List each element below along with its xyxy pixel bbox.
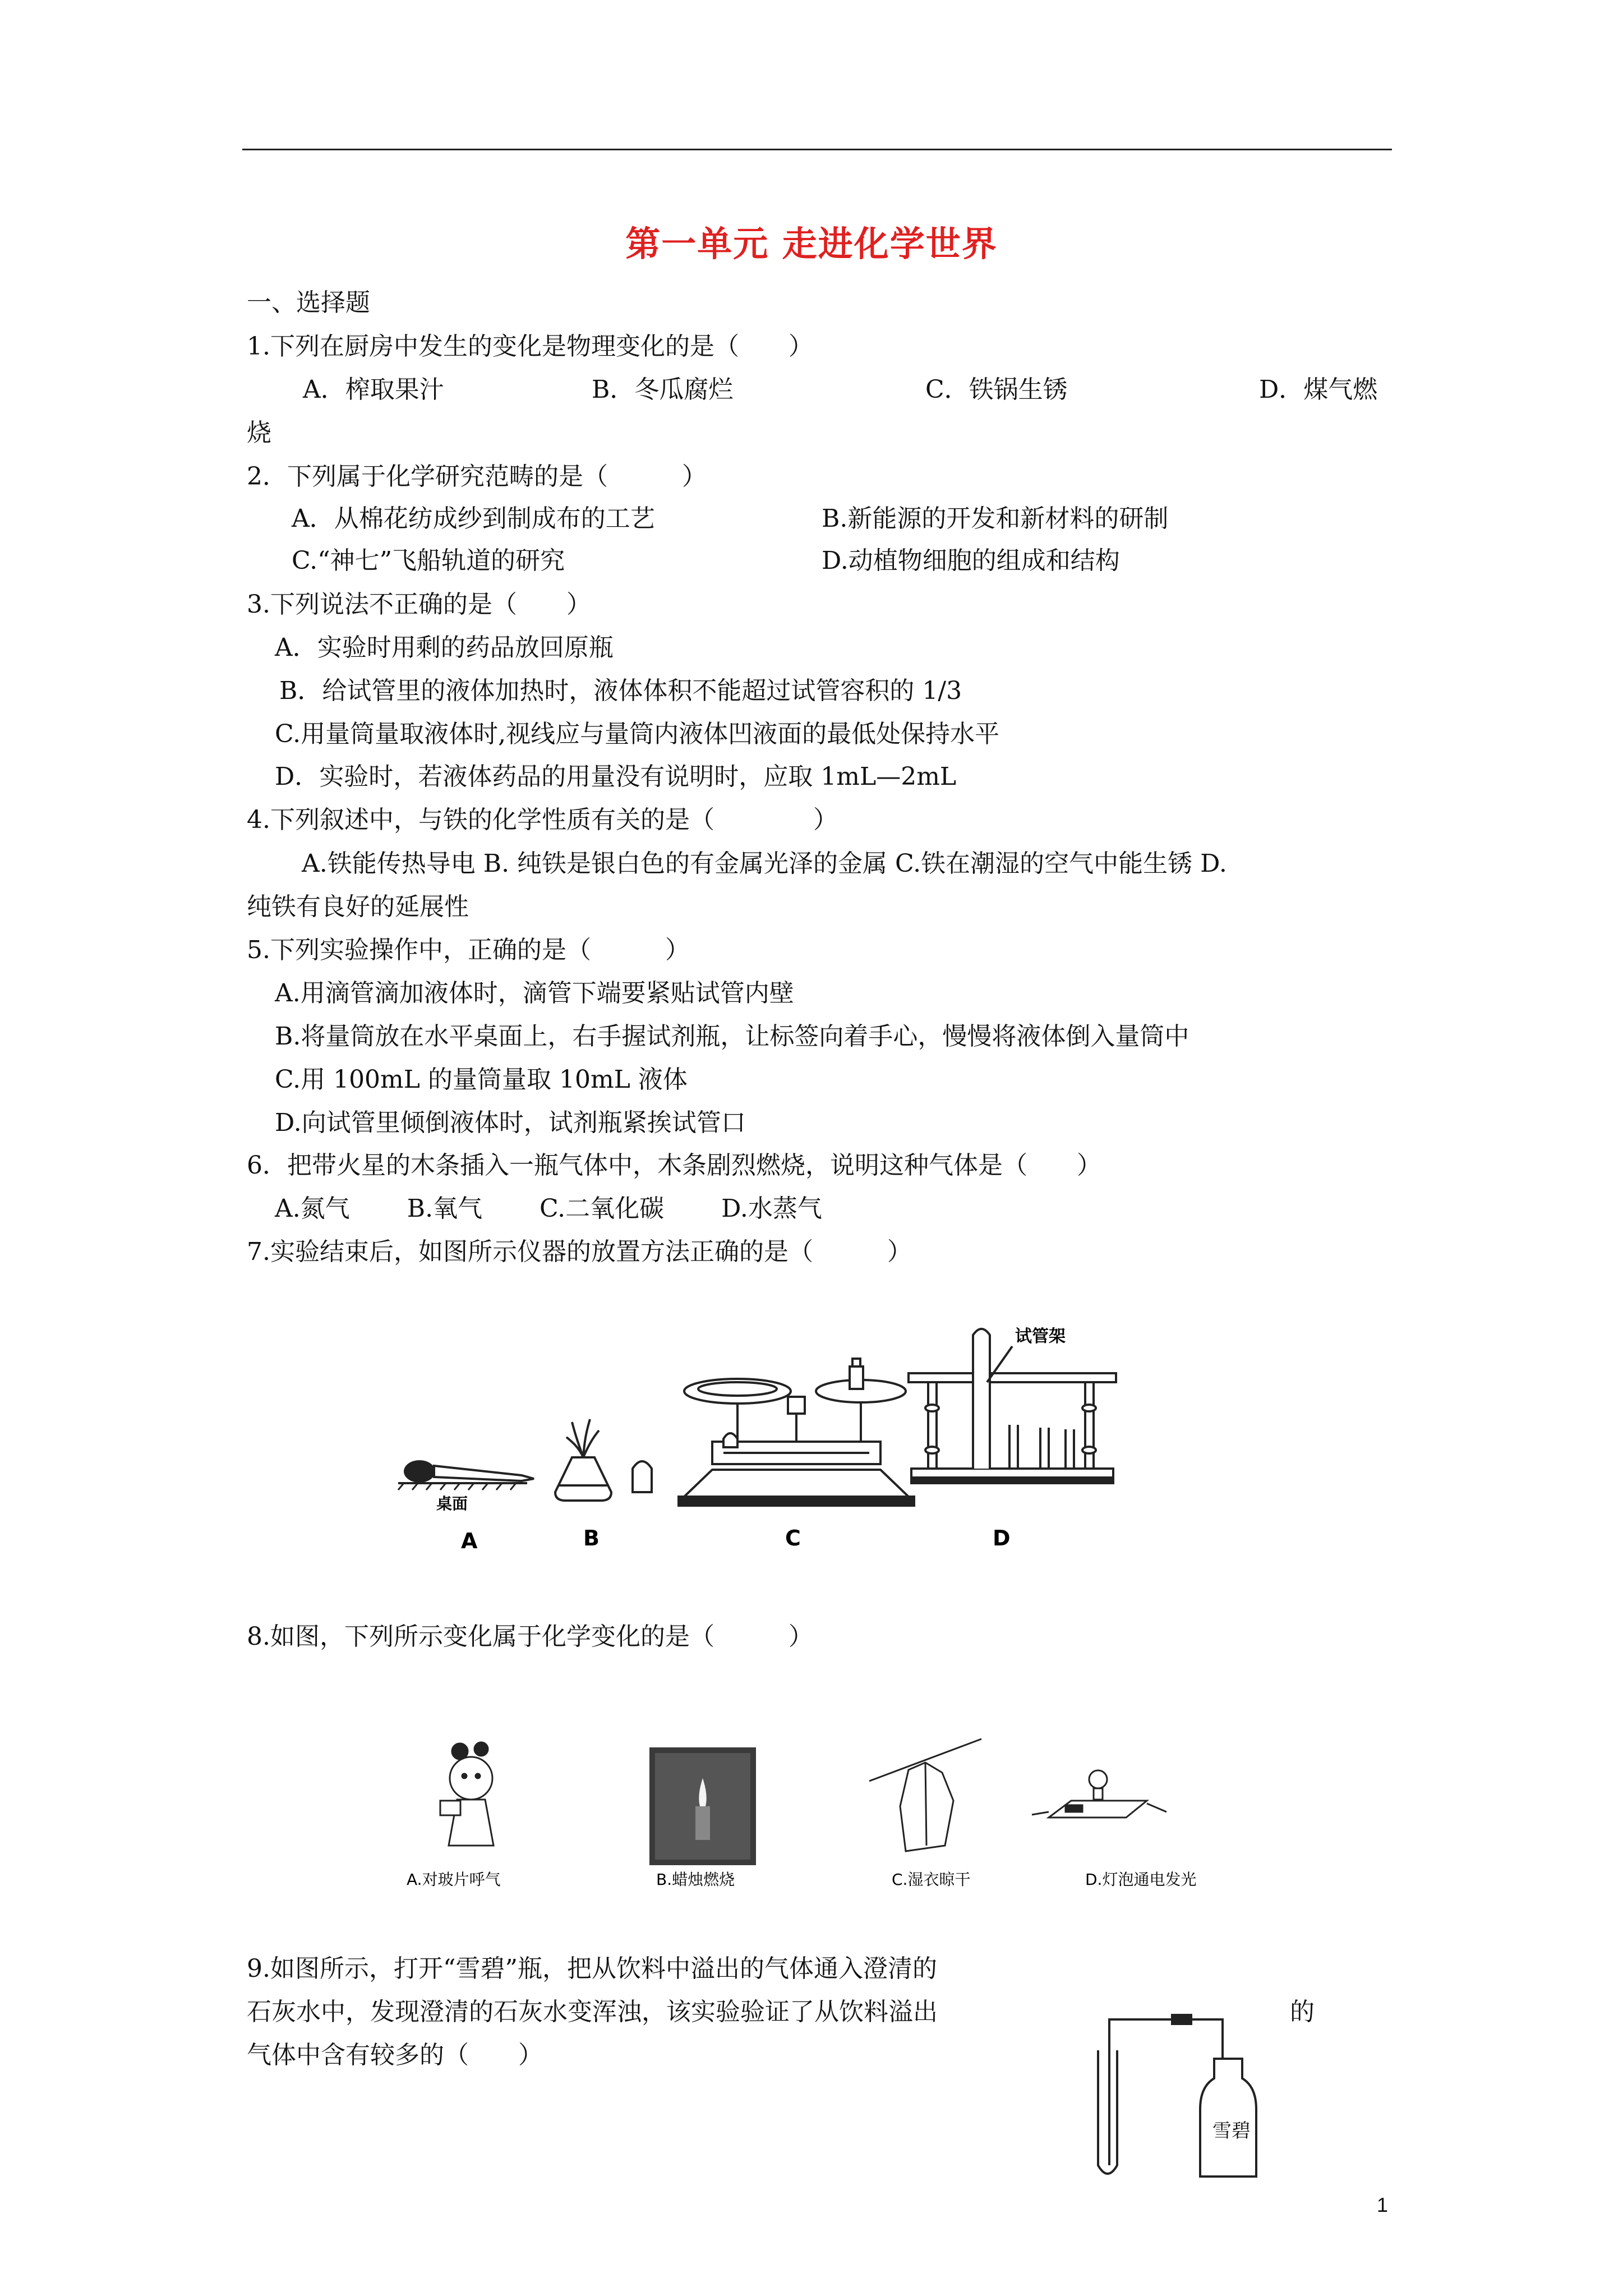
q4-options-line1: A.铁能传热导电 B. 纯铁是银白色的有金属光泽的金属 C.铁在潮湿的空气中能生锈 D. [302,849,1227,878]
q8-fig-d-bulb [1032,1770,1166,1818]
q7-fig-c-balance [679,1359,914,1506]
q9-line2: 石灰水中，发现澄清的石灰水变浑浊，该实验验证了从饮料溢出 [247,1998,938,2026]
q3-option-a: A．实验时用剩的药品放回原瓶 [275,633,614,662]
page-title: 第一单元 走进化学世界 [625,223,998,264]
q2-option-b: B.新能源的开发和新材料的研制 [822,504,1169,533]
q1-option-d: D．煤气燃 [1259,375,1378,404]
q1-option-c: C．铁锅生锈 [925,375,1068,404]
q8-figure [387,1717,1262,1902]
q6-options: A.氮气 B.氧气 C.二氧化碳 D.水蒸气 [275,1194,822,1223]
q2-option-d: D.动植物细胞的组成和结构 [822,546,1120,575]
q9-line3: 气体中含有较多的（ ） [247,2041,543,2069]
q7-desk-label: 桌面 [436,1494,468,1513]
q9-test-tube [1098,2050,1117,2174]
q3-option-b: B．给试管里的液体加热时，液体体积不能超过试管容积的 1/3 [279,677,962,705]
q2-stem: 2．下列属于化学研究范畴的是（ ） [247,462,707,491]
q1-option-b: B．冬瓜腐烂 [592,375,734,404]
q3-stem: 3.下列说法不正确的是（ ） [247,590,591,619]
q4-options-line2: 纯铁有良好的延展性 [247,892,469,921]
section-heading: 一、选择题 [247,288,370,317]
q7-fig-a-dropper [398,1460,534,1490]
q8-stem: 8.如图，下列所示变化属于化学变化的是（ ） [247,1622,813,1651]
q9-bottle-label: 雪碧 [1212,2120,1251,2142]
q7-label-b: B [583,1526,600,1550]
q1-option-a: A．榨取果汁 [303,375,444,404]
q7-label-d: D [993,1526,1011,1550]
q2-option-a: A．从棉花纺成纱到制成布的工艺 [292,504,655,533]
q3-option-d: D．实验时，若液体药品的用量没有说明时，应取 1mL—2mL [275,762,957,791]
q8-caption-a: A.对玻片呼气 [407,1870,501,1889]
q9-figure [1088,1997,1273,2188]
q8-caption-d: D.灯泡通电发光 [1085,1870,1197,1889]
q5-stem: 5.下列实验操作中，正确的是（ ） [247,936,690,964]
q7-label-a: A [461,1529,478,1553]
q8-fig-a-breathing [440,1742,494,1846]
q1-stem: 1.下列在厨房中发生的变化是物理变化的是（ ） [247,332,813,361]
q1-option-d-wrap: 烧 [247,418,271,447]
q5-option-a: A.用滴管滴加液体时，滴管下端要紧贴试管内壁 [275,979,794,1007]
q5-option-d: D.向试管里倾倒液体时，试剂瓶紧挨试管口 [275,1108,746,1137]
q9-line1: 9.如图所示，打开“雪碧”瓶，把从饮料中溢出的气体通入澄清的 [247,1954,937,1983]
q9-line2-end: 的 [1290,1998,1315,2026]
q4-stem: 4.下列叙述中，与铁的化学性质有关的是（ ） [247,806,838,834]
header-rule [242,149,1392,150]
q7-fig-d-test-tube-rack [909,1329,1116,1483]
q9-soda-bottle [1200,2059,1256,2177]
q5-option-c: C.用 100mL 的量筒量取 10mL 液体 [275,1065,688,1094]
q8-caption-c: C.湿衣晾干 [892,1870,971,1889]
q7-fig-b-alcohol-lamp [555,1419,652,1501]
page-number: 1 [1377,2193,1389,2216]
q8-fig-c-clothes [869,1739,981,1851]
q8-caption-b: B.蜡烛燃烧 [656,1870,735,1889]
q2-option-c: C.“神七”飞船轨道的研究 [292,546,565,575]
q7-figure [387,1307,1262,1571]
q3-option-c: C.用量筒量取液体时,视线应与量筒内液体凹液面的最低处保持水平 [275,720,1000,748]
q7-rack-label: 试管架 [1015,1327,1066,1346]
q6-stem: 6．把带火星的木条插入一瓶气体中，木条剧烈燃烧，说明这种气体是（ ） [247,1151,1101,1180]
q7-stem: 7.实验结束后，如图所示仪器的放置方法正确的是（ ） [247,1237,912,1266]
q5-option-b: B.将量筒放在水平桌面上，右手握试剂瓶，让标签向着手心，慢慢将液体倒入量筒中 [275,1022,1189,1051]
q8-fig-b-candle [649,1747,756,1865]
q7-label-c: C [785,1526,801,1550]
